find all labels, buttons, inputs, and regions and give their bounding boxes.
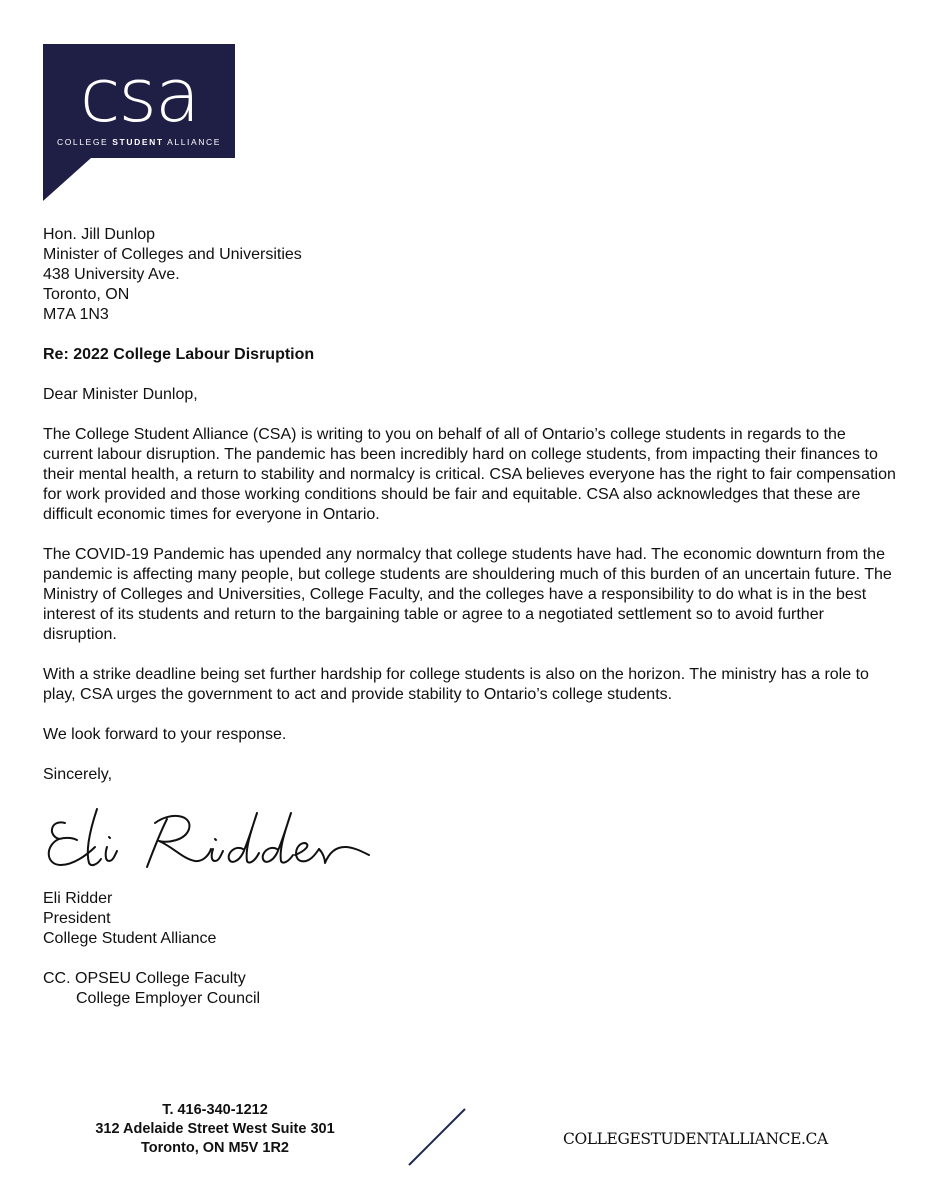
recipient-postal: M7A 1N3 <box>43 306 109 323</box>
letter-body <box>43 225 898 1009</box>
footer-phone: T. 416-340-1212 <box>162 1102 268 1118</box>
logo-wordmark: csa <box>79 53 199 139</box>
cc-line: College Employer Council <box>76 990 261 1007</box>
salutation: Dear Minister Dunlop, <box>43 386 198 403</box>
signature-icon <box>43 803 373 875</box>
signoff: Sincerely, <box>43 766 113 783</box>
handwritten-signature <box>43 803 373 875</box>
recipient-title: Minister of Colleges and Universities <box>43 246 302 263</box>
footer-address-line: 312 Adelaide Street West Suite 301 <box>95 1121 335 1137</box>
recipient-street: 438 University Ave. <box>43 266 180 283</box>
footer-website: COLLEGESTUDENTALLIANCE.CA <box>563 1130 828 1148</box>
paragraph: With a strike deadline being set further hardship for college students is also on the horizon. The ministry has a role to play, CSA urges the government to act and provide stability to Ontario’s college students. <box>43 666 869 703</box>
paragraph: The COVID-19 Pandemic has upended any normalcy that college students have had. The economic downturn from the pandemic is affecting many people, but college students are shouldering much of this burden of an uncertain future. The Ministry of Colleges and Universities, College Faculty, and the colleges have a responsibility to do what is in the best interest of its students and return to the bargaining table or agree to a negotiated settlement so to avoid further disruption. <box>43 546 892 643</box>
paragraph: The College Student Alliance (CSA) is writing to you on behalf of all of Ontario’s college students in regards to the current labour disruption. The pandemic has been incredibly hard on college students, from impacting their finances to their mental health, a return to stability and normalcy is critical. CSA believes everyone has the right to fair compensation for work provided and those working conditions should be fair and equitable. CSA also acknowledges that these are difficult economic times for everyone in Ontario. <box>43 426 896 523</box>
recipient-name: Hon. Jill Dunlop <box>43 226 156 243</box>
recipient-city: Toronto, ON <box>43 286 130 303</box>
csa-logo <box>43 44 235 201</box>
cc-block <box>43 969 898 1009</box>
sender-block <box>43 889 898 949</box>
cc-line: CC. OPSEU College Faculty <box>43 970 246 987</box>
footer-address-line: Toronto, ON M5V 1R2 <box>141 1140 289 1156</box>
subject-line: Re: 2022 College Labour Disruption <box>43 346 315 363</box>
logo-tagline: COLLEGE STUDENT ALLIANCE <box>56 137 222 147</box>
footer-contact <box>70 1101 360 1158</box>
sender-org: College Student Alliance <box>43 930 217 947</box>
sender-name: Eli Ridder <box>43 890 113 907</box>
recipient-address <box>43 225 898 325</box>
closing-line: We look forward to your response. <box>43 726 287 743</box>
sender-title: President <box>43 910 111 927</box>
footer-divider-slash <box>405 1106 469 1173</box>
